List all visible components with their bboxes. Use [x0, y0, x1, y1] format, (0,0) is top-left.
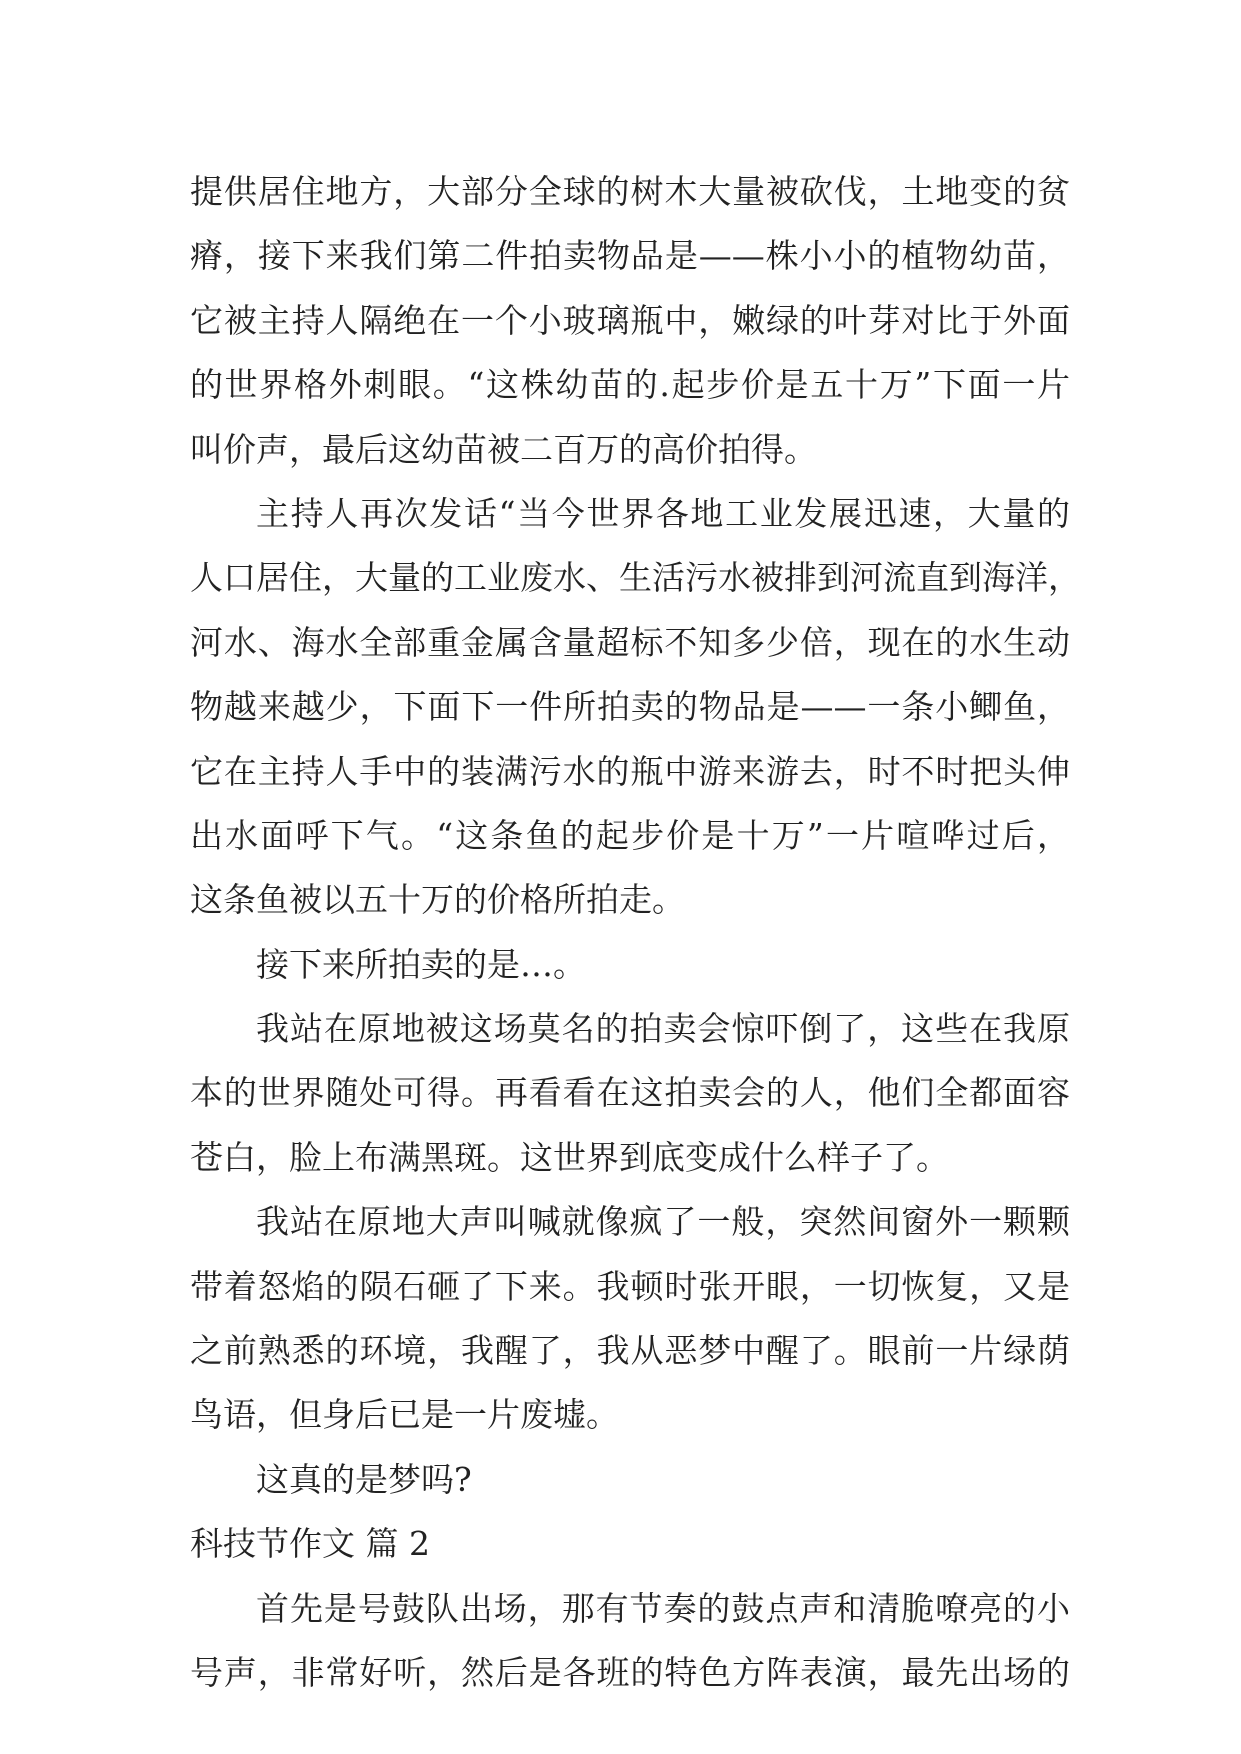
text-line-13: 接下来所拍卖的是…。	[256, 944, 586, 984]
text-line-19: 之前熟悉的环境，我醒了，我从恶梦中醒了。眼前一片绿荫	[190, 1331, 1070, 1371]
text-line-22: 首先是号鼓队出场，那有节奏的鼓点声和清脆嘹亮的小	[256, 1588, 1070, 1628]
text-line-7: 人口居住，大量的工业废水、生活污水被排到河流直到海洋，	[190, 558, 1081, 598]
text-line-18: 带着怒焰的陨石砸了下来。我顿时张开眼，一切恢复，又是	[190, 1266, 1070, 1306]
text-line-1: 提供居住地方，大部分全球的树木大量被砍伐，土地变的贫	[190, 172, 1070, 211]
text-line-16: 苍白，脸上布满黑斑。这世界到底变成什么样子了。	[190, 1137, 949, 1177]
text-line-14: 我站在原地被这场莫名的拍卖会惊吓倒了，这些在我原	[256, 1009, 1070, 1049]
text-line-8: 河水、海水全部重金属含量超标不知多少倍，现在的水生动	[190, 622, 1070, 662]
text-line-23: 号声，非常好听，然后是各班的特色方阵表演，最先出场的	[190, 1652, 1070, 1692]
text-line-4: 的世界格外刺眼。“这株幼苗的.起步价是五十万”下面一片	[190, 365, 1070, 405]
text-line-9: 物越来越少，下面下一件所拍卖的物品是——一条小鲫鱼，	[190, 687, 1070, 727]
section-heading: 科技节作文 篇 2	[190, 1524, 430, 1564]
text-line-2: 瘠，接下来我们第二件拍卖物品是——株小小的植物幼苗，	[190, 236, 1070, 276]
text-line-3: 它被主持人隔绝在一个小玻璃瓶中，嫩绿的叶芽对比于外面	[190, 300, 1070, 340]
text-line-20: 鸟语，但身后已是一片废墟。	[190, 1395, 619, 1435]
document-body	[190, 160, 1081, 1705]
text-line-11: 出水面呼下气。“这条鱼的起步价是十万”一片喧哗过后，	[190, 815, 1070, 855]
text-line-5: 叫价声，最后这幼苗被二百万的高价拍得。	[190, 429, 817, 469]
text-line-6: 主持人再次发话“当今世界各地工业发展迅速，大量的	[256, 493, 1070, 533]
text-line-21: 这真的是梦吗?	[256, 1459, 472, 1499]
text-line-12: 这条鱼被以五十万的价格所拍走。	[190, 880, 685, 920]
text-line-15: 本的世界随处可得。再看看在这拍卖会的人，他们全都面容	[190, 1073, 1070, 1113]
text-line-17: 我站在原地大声叫喊就像疯了一般，突然间窗外一颗颗	[256, 1202, 1070, 1242]
text-line-10: 它在主持人手中的装满污水的瓶中游来游去，时不时把头伸	[190, 751, 1070, 791]
